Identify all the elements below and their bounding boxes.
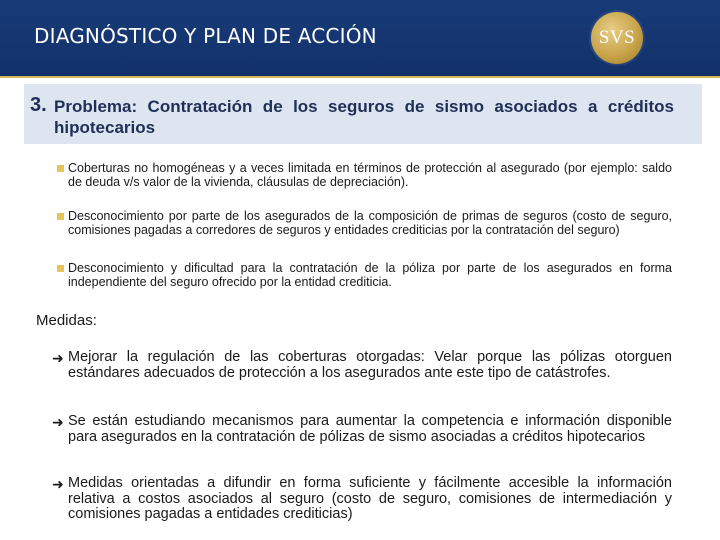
square-bullet-icon — [57, 213, 64, 220]
list-item — [52, 476, 672, 523]
svs-logo — [591, 12, 643, 64]
list-item — [58, 262, 672, 289]
bullet-text: Coberturas no homogéneas y a veces limitada en términos de protección al asegurado (por ejemplo: saldo de deuda v/s valor de la vivienda, cláusulas de depreciación). — [68, 161, 672, 189]
arrow-right-icon: ➜ — [52, 350, 64, 366]
square-bullet-icon — [57, 165, 64, 172]
measure-text: Medidas orientadas a difundir en forma suficiente y fácilmente accesible la información relativa a costos asociados al seguro (costo de seguro, comisiones de intermediación y comisiones pagadas a entidades crediticias) — [68, 475, 672, 522]
square-bullet-icon — [57, 265, 64, 272]
medidas-heading: Medidas: — [36, 312, 97, 329]
measure-text: Mejorar la regulación de las coberturas otorgadas: Velar porque las pólizas otorguen estándares adecuados de protección a los asegurados ante este tipo de catástrofes. — [68, 349, 672, 381]
bullet-text: Desconocimiento y dificultad para la contratación de la póliza por parte de los asegurados en forma independiente del seguro ofrecido por la entidad crediticia. — [68, 261, 672, 289]
list-item — [58, 210, 672, 237]
slide-header — [0, 0, 720, 76]
header-divider — [0, 76, 720, 78]
arrow-right-icon: ➜ — [52, 476, 64, 492]
logo-text: SVS — [598, 27, 636, 48]
measure-text: Se están estudiando mecanismos para aumentar la competencia e información disponible para asegurados en la contratación de pólizas de sismo asociadas a créditos hipotecarios — [68, 413, 672, 445]
list-item — [52, 350, 672, 381]
problem-text: Problema: Contratación de los seguros de sismo asociados a créditos hipotecarios — [54, 97, 674, 137]
arrow-right-icon: ➜ — [52, 414, 64, 430]
list-item — [58, 162, 672, 189]
list-item — [52, 414, 672, 445]
problem-box — [24, 84, 702, 144]
bullet-text: Desconocimiento por parte de los asegurados de la composición de primas de seguros (costo de seguro, comisiones pagadas a corredores de seguros y entidades crediticias por la contratación del seguro) — [68, 209, 672, 237]
problem-number: 3. — [30, 94, 47, 116]
slide-title: DIAGNÓSTICO Y PLAN DE ACCIÓN — [34, 24, 377, 48]
